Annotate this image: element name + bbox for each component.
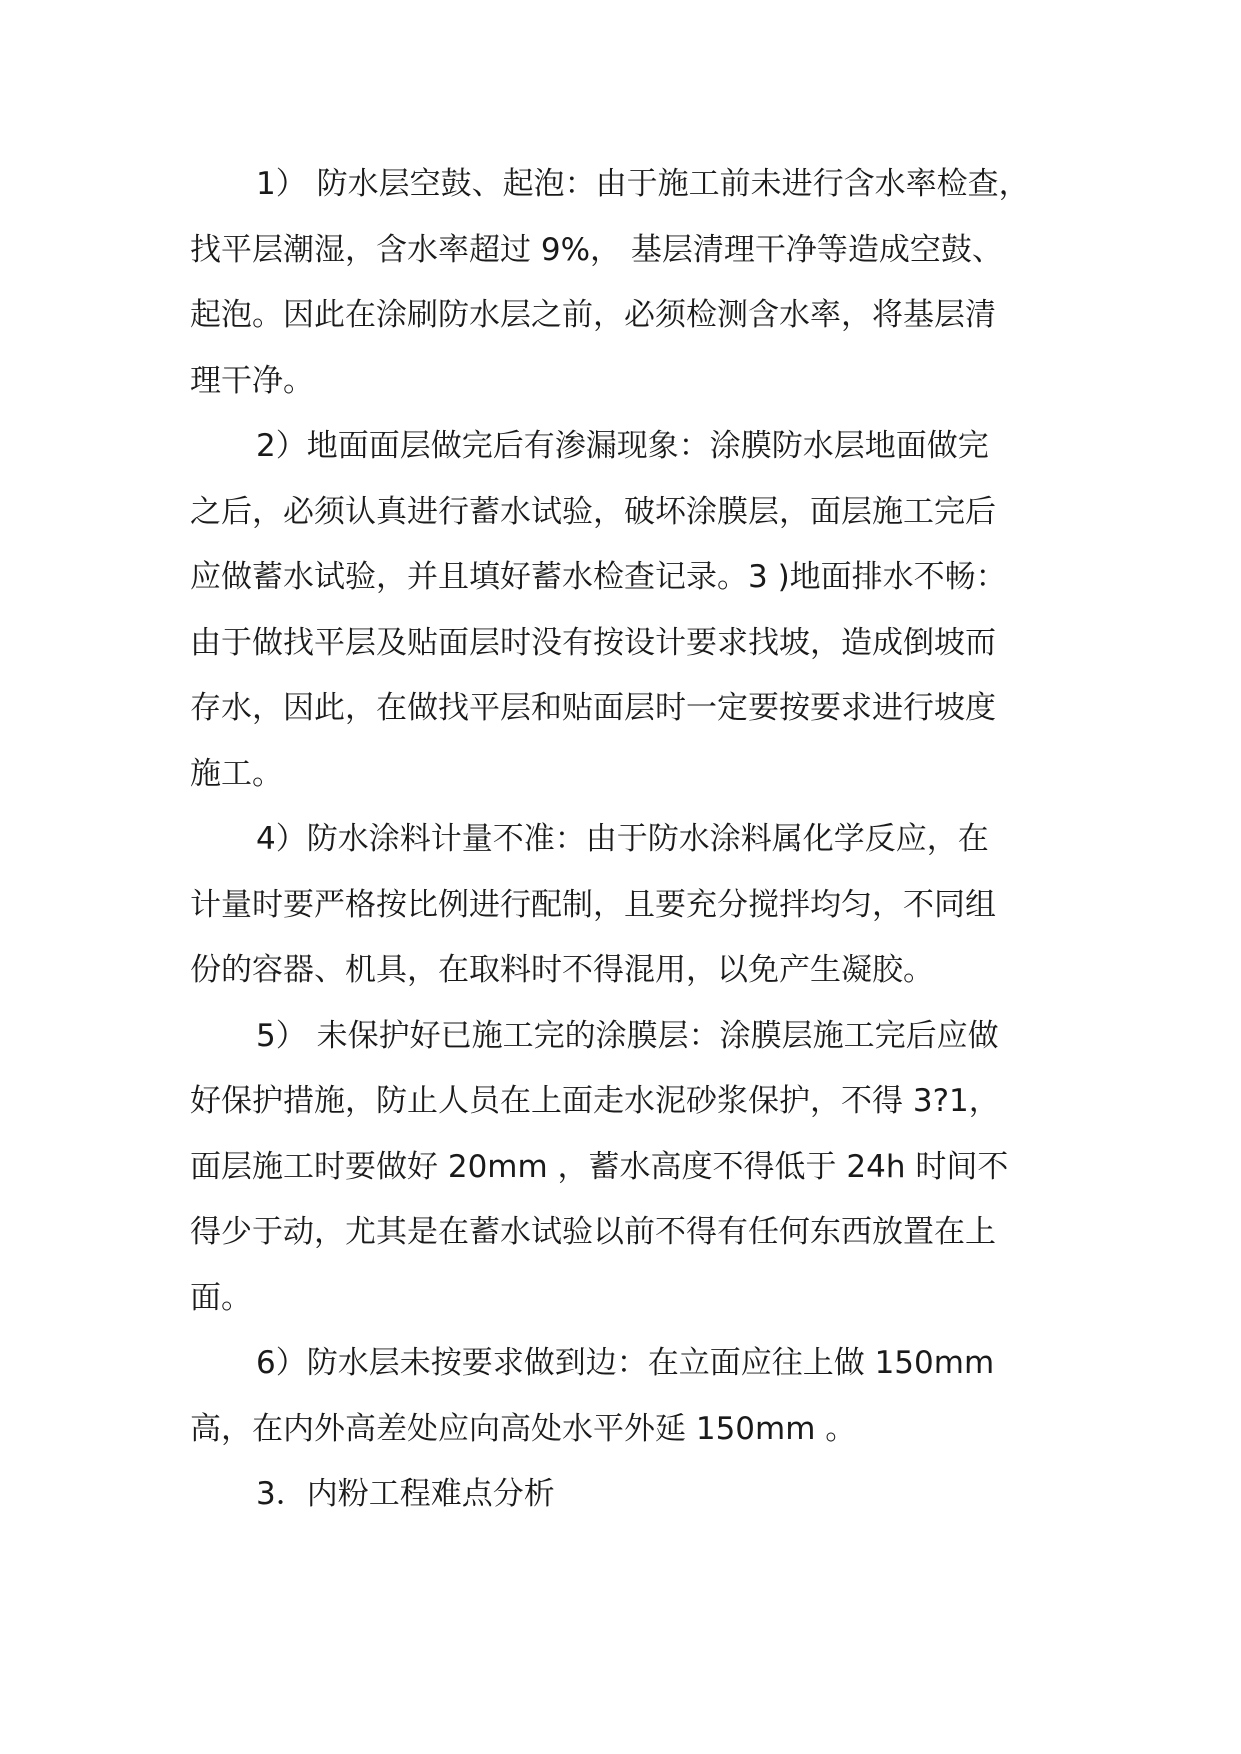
paragraph-1-line-4: 理干净。 <box>190 362 314 399</box>
paragraph-4-line-4: 得少于动，尤其是在蓄水试验以前不得有任何东西放置在上 <box>190 1214 996 1250</box>
paragraph-2-line-6: 施工。 <box>190 755 283 792</box>
paragraph-3-line-3: 份的容器、机具，在取料时不得混用，以免产生凝胶。 <box>190 952 934 988</box>
paragraph-4-line-3: 面层施工时要做好 20mm ，蓄水高度不得低于 24h 时间不 <box>190 1148 1009 1185</box>
paragraph-1-line-3: 起泡。因此在涂刷防水层之前，必须检测含水率，将基层清 <box>190 297 996 333</box>
paragraph-3-line-1: 4）防水涂料计量不准：由于防水涂料属化学反应，在 <box>256 821 989 857</box>
paragraph-2-line-3: 应做蓄水试验，并且填好蓄水检查记录。3 )地面排水不畅： <box>190 559 1007 595</box>
paragraph-1-line-1: 1） 防水层空鼓、起泡：由于施工前未进行含水率检查， <box>256 166 1030 202</box>
paragraph-4-line-2: 好保护措施，防止人员在上面走水泥砂浆保护，不得 3?1， <box>190 1083 1000 1119</box>
paragraph-4-line-5: 面。 <box>190 1279 252 1316</box>
paragraph-2-line-2: 之后，必须认真进行蓄水试验，破坏涂膜层，面层施工完后 <box>190 493 996 530</box>
paragraph-2-line-5: 存水，因此，在做找平层和贴面层时一定要按要求进行坡度 <box>190 690 996 726</box>
section-heading: 3．内粉工程难点分析 <box>256 1476 555 1512</box>
paragraph-2-line-1: 2）地面面层做完后有渗漏现象：涂膜防水层地面做完 <box>256 428 989 464</box>
document-body <box>190 152 1072 1528</box>
paragraph-4-line-1: 5） 未保护好已施工完的涂膜层：涂膜层施工完后应做 <box>256 1017 999 1054</box>
paragraph-5-line-1: 6）防水层未按要求做到边：在立面应往上做 150mm <box>256 1345 995 1381</box>
paragraph-5-line-2: 高，在内外高差处应向高处水平外延 150mm 。 <box>190 1410 857 1447</box>
paragraph-1-line-2: 找平层潮湿，含水率超过 9%， 基层清理干净等造成空鼓、 <box>190 231 1003 268</box>
paragraph-2-line-4: 由于做找平层及贴面层时没有按设计要求找坡，造成倒坡而 <box>190 624 996 661</box>
paragraph-3-line-2: 计量时要严格按比例进行配制，且要充分搅拌均匀，不同组 <box>190 886 996 923</box>
